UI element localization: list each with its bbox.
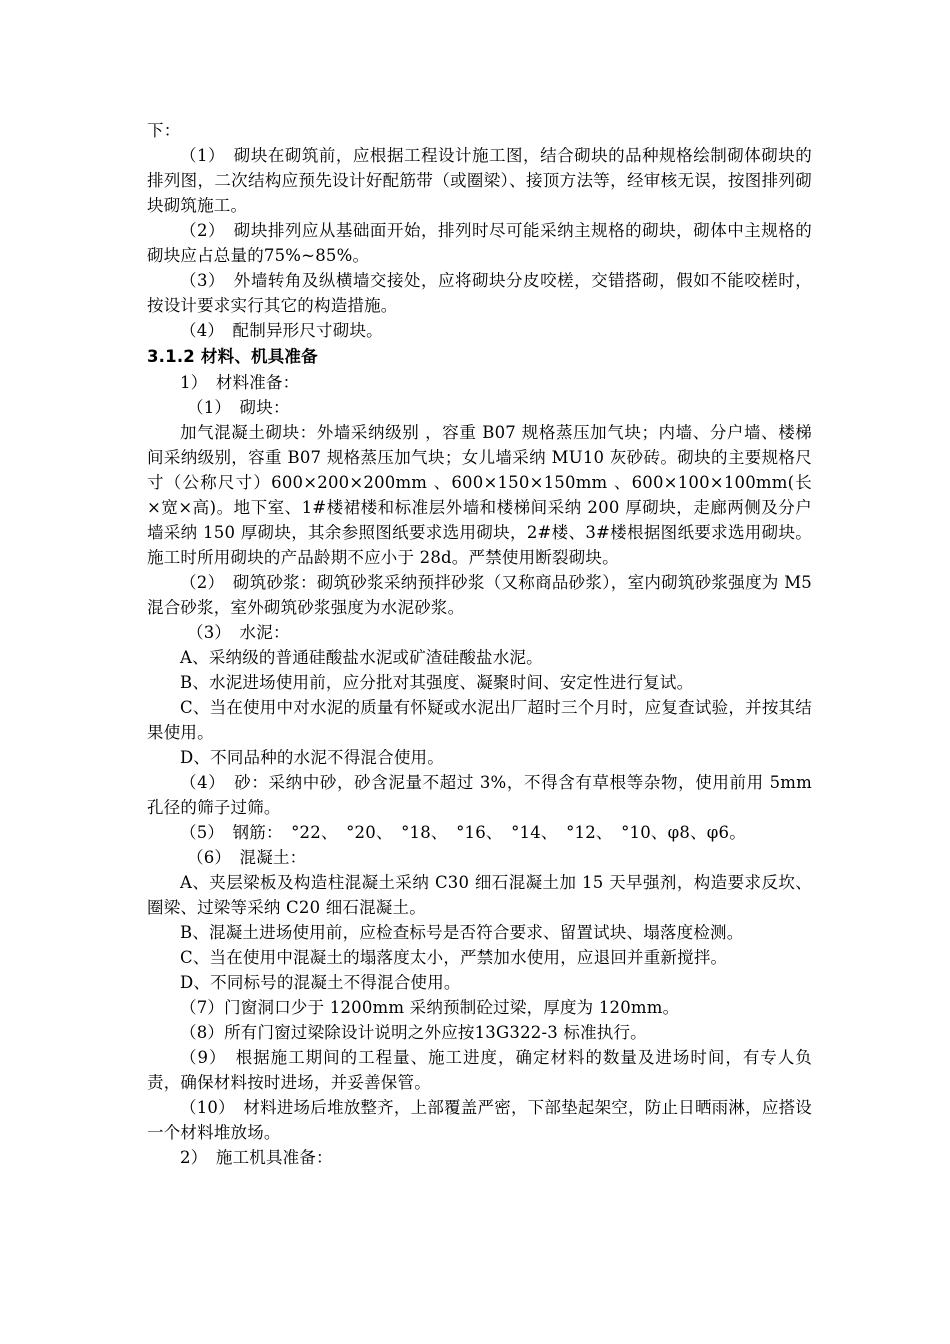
subsection-materials: 1） 材料准备： bbox=[180, 373, 300, 392]
subsection-tools: 2） 施工机具准备： bbox=[180, 1148, 333, 1167]
item-concrete-title: （6） 混凝土： bbox=[187, 848, 307, 867]
paragraph-item-3: （3） 外墙转角及纵横墙交接处，应将砌块分皮咬槎，交错搭砌，假如不能咬槎时，按设计要求实行其它的构造措施。 bbox=[147, 271, 812, 315]
paragraph-item-2: （2） 砌块排列应从基础面开始，排列时尽可能采纳主规格的砌块，砌体中主规格的砌块应占总量的75%~85%。 bbox=[147, 221, 812, 265]
concrete-point-b: B、混凝土进场使用前，应检查标号是否符合要求、留置试块、塌落度检测。 bbox=[180, 923, 744, 942]
concrete-point-a: A、夹层梁板及构造柱混凝土采纳 C30 细石混凝土加 15 天早强剂，构造要求反坎、圈梁、过梁等采纳 C20 细石混凝土。 bbox=[147, 873, 812, 917]
item-lintel-standard: （8）所有门窗过梁除设计说明之外应按13G322-3 标准执行。 bbox=[180, 1023, 647, 1042]
document-page bbox=[147, 118, 812, 1170]
item-blocks-body: 加气混凝土砌块：外墙采纳级别 ，容重 B07 规格蒸压加气块；内墙、分户墙、楼梯间采纳级别，容重 B07 规格蒸压加气块；女儿墙采纳 MU10 灰砂砖。砌块的主要规格尺寸（公称尺寸）600×200×200mm 、600×150×150mm 、600×100×100mm(长×宽×高)。地下室、1#楼裙楼和标准层外墙和楼梯间采纳 200 厚砌块，走廊两侧及分户墙采纳 150 厚砌块，其余参照图纸要求选用砌块，2#楼、3#楼根据图纸要求选用砌块。施工时所用砌块的产品龄期不应小于 28d。严禁使用断裂砌块。 bbox=[147, 423, 812, 567]
concrete-point-d: D、不同标号的混凝土不得混合使用。 bbox=[180, 973, 461, 992]
cement-point-b: B、水泥进场使用前，应分批对其强度、凝聚时间、安定性进行复试。 bbox=[180, 673, 694, 692]
concrete-point-c: C、当在使用中混凝土的塌落度太小，严禁加水使用，应退回并重新搅拌。 bbox=[180, 948, 728, 967]
item-sand: （4） 砂：采纳中砂，砂含泥量不超过 3%，不得含有草根等杂物，使用前用 5mm 孔径的筛子过筛。 bbox=[147, 773, 812, 817]
section-heading: 3.1.2 材料、机具准备 bbox=[147, 347, 318, 366]
cement-point-a: A、采纳级的普通硅酸盐水泥或矿渣硅酸盐水泥。 bbox=[180, 648, 543, 667]
item-blocks-title: （1） 砌块： bbox=[187, 398, 290, 417]
item-mortar: （2） 砌筑砂浆：砌筑砂浆采纳预拌砂浆（又称商品砂浆），室内砌筑砂浆强度为 M5 混合砂浆，室外砌筑砂浆强度为水泥砂浆。 bbox=[147, 573, 812, 617]
item-cement-title: （3） 水泥： bbox=[187, 623, 290, 642]
paragraph-item-1: （1） 砌块在砌筑前，应根据工程设计施工图，结合砌块的品种规格绘制砌体砌块的排列图，二次结构应预先设计好配筋带（或圈梁）、接顶方法等，经审核无误，按图排列砌块砌筑施工。 bbox=[147, 146, 812, 215]
paragraph-continuation: 下： bbox=[147, 121, 181, 140]
cement-point-c: C、当在使用中对水泥的质量有怀疑或水泥出厂超时三个月时，应复查试验，并按其结果使用。 bbox=[147, 698, 812, 742]
item-rebar: （5） 钢筋： °22、 °20、 °18、 °16、 °14、 °12、 °10、φ8、φ6。 bbox=[180, 823, 746, 842]
cement-point-d: D、不同品种的水泥不得混合使用。 bbox=[180, 748, 444, 767]
item-material-plan: （9） 根据施工期间的工程量、施工进度，确定材料的数量及进场时间，有专人负责，确保材料按时进场，并妥善保管。 bbox=[147, 1048, 812, 1092]
item-lintel: （7）门窗洞口少于 1200mm 采纳预制砼过梁，厚度为 120mm。 bbox=[180, 998, 680, 1017]
paragraph-item-4: （4） 配制异形尺寸砌块。 bbox=[180, 321, 383, 340]
item-material-storage: （10） 材料进场后堆放整齐，上部覆盖严密，下部垫起架空，防止日晒雨淋，应搭设一个材料堆放场。 bbox=[147, 1098, 812, 1142]
